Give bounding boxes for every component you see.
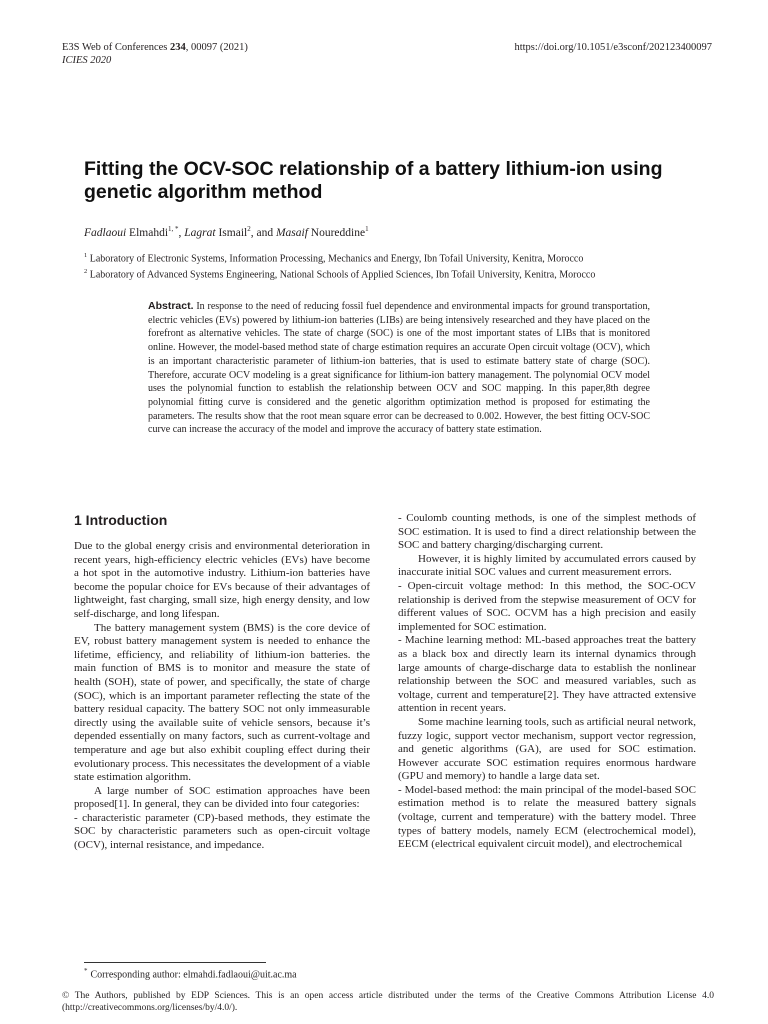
abstract-label: Abstract. [148,300,194,312]
affiliation-1: $^1$ Laboratory of Electronic Systems, Information Processing, Mechanics and Energy, Ibn Tofail University, Kenitra, Morocco [84,252,584,265]
paper-title: Fitting the OCV-SOC relationship of a battery lithium-ion using genetic algorithm method [84,158,663,203]
abstract [148,300,650,437]
conference-name: ICIES 2020 [62,55,112,66]
right-column [398,512,696,852]
paragraph: - Open-circuit voltage method: In this method, the SOC-OCV relationship is derived from the stepwise measurement of OCV for different values of SOC. OCVM has a high precision and easily implemented for SOC estimation. [398,579,696,633]
paragraph: - Model-based method: the main principal of the model-based SOC estimation method is to relate the measured battery signals (voltage, current and temperature) with the battery model. Three types of battery models, namely ECM (electrochemical model), EECM (electrical equivalent circuit model), and electrochemical [398,783,696,851]
author-list: Fadlaoui Elmahdi$^{1, *}$, Lagrat Ismail$^2$, and Masaif Noureddine$^1$ [84,225,369,239]
journal-citation: E3S Web of Conferences 234, 00097 (2021) [62,42,248,53]
corresponding-author-footnote: * Corresponding author: elmahdi.fadlaoui@uit.ac.ma [84,967,297,981]
affiliation-list [84,250,595,282]
doi-link[interactable]: https://doi.org/10.1051/e3sconf/202123400097 [514,42,712,53]
abstract-text: In response to the need of reducing fossil fuel dependence and environmental impacts for ground transportation, electric vehicles (EVs) powered by lithium-ion batteries (LIBs) are being intensively researched and they have placed on the forefront as alternative vehicles. The state of charge (SOC) is one of the most important states of LIBs that is monitored online. However, the model-based method state of charge estimation requires an accurate Open circuit voltage (OCV), which is an important characteristic parameter of lithium-ion batteries, that is used to estimate battery state of charge (SOC). Therefore, accurate OCV modeling is a great significance for lithium-ion battery management. The polynomial OCV model uses the polynomial function to establish the relationship between OCV and SOC mapping. In this paper,8th degree polynomial fitting curve is considered and the genetic algorithm optimization method is proposed for estimating the parameters. The results show that the root mean square error can be decreased to 0.002. However, the best fitting OCV-SOC curve can increase the accuracy of the model and improve the accuracy of battery state estimation. [148,301,650,436]
paragraph: - Coulomb counting methods, is one of the simplest methods of SOC estimation. It is used to find a direct relationship between the SOC and battery charging/discharging current. [398,512,696,552]
paragraph: A large number of SOC estimation approaches have been proposed[1]. In general, they can be divided into four categories: [74,784,370,811]
section-heading: 1 Introduction [74,512,168,528]
footnote-divider [84,962,266,963]
license-notice: © The Authors, published by EDP Sciences. This is an open access article distributed under the terms of the Creative Commons Attribution License 4.0 (http://creativecommons.org/licenses/by/4.0/). [62,991,714,1013]
paragraph: The battery management system (BMS) is the core device of EV, robust battery management system is needed to enhance the lifetime, efficiency, and reliability of lithium-ion batteries. the main function of BMS is to monitor and measure the state of health (SOH), state of power, and specifically, the state of charge (SOC), which is an important parameter reflecting the state of the battery residual capacity. The battery SOC not only immeasurable directly using the available suite of vehicle sensors, because it’s depended essentially on many factors, such as current-voltage and temperature and age but also exhibit coupling effect during their evolutionary process. This necessitates the development of a viable state estimation algorithm. [74,621,370,784]
paragraph: However, it is highly limited by accumulated errors caused by inaccurate initial SOC values and current measurement errors. [398,552,696,579]
paragraph: Some machine learning tools, such as artificial neural network, fuzzy logic, support vector mechanism, support vector regression, and genetic algorithms (GA), are used for SOC estimation. However accurate SOC estimation requires enormous hardware (GPU and memory) to handle a large data set. [398,715,696,783]
affiliation-2: $^2$ Laboratory of Advanced Systems Engineering, National Schools of Applied Sciences, Ibn Tofail University, Kenitra, Morocco [84,267,596,281]
running-header-left [62,41,248,67]
left-column [74,512,370,853]
paragraph: - characteristic parameter (CP)-based methods, they estimate the SOC by characteristic parameters such as open-circuit voltage (OCV), internal resistance, and impedance. [74,811,370,852]
paragraph: - Machine learning method: ML-based approaches treat the battery as a black box and directly learn its internal dynamics through large amounts of charge-discharge data to establish the nonlinear relationship between the SOC and measured variables, such as voltage, current and temperature[2]. They have attracted extensive attention in recent years. [398,634,696,715]
paragraph: Due to the global energy crisis and environmental deterioration in recent years, high-efficiency electric vehicles (EVs) have become a hot spot in the automotive industry. Lithium-ion batteries have become the popular choice for EVs because of their advantages of lightweight, fast charging, small size, high energy density, and low self-discharge, and long lifespan. [74,540,370,620]
journal-volume: 234 [170,42,186,53]
